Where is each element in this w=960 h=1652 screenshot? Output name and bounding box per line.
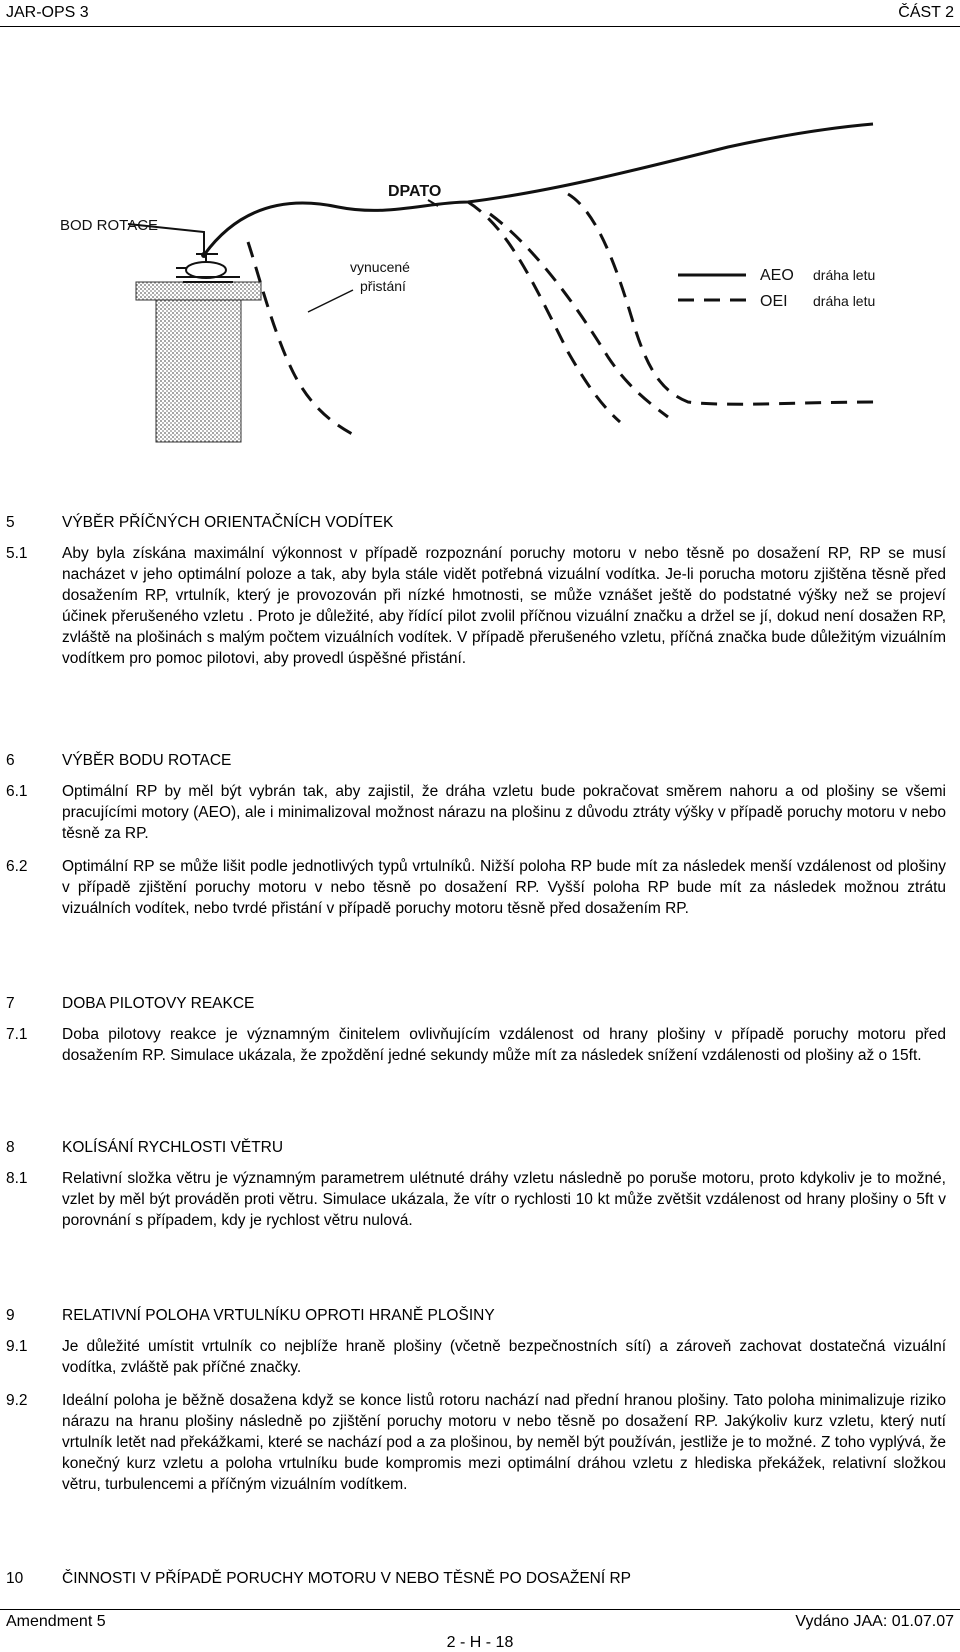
footer-amendment: Amendment 5 xyxy=(6,1613,106,1630)
dpato-label: DPATO xyxy=(388,183,442,200)
paragraph-number: 7.1 xyxy=(6,1026,28,1043)
forced-landing-label-2: přistání xyxy=(360,278,406,294)
paragraph xyxy=(6,856,946,919)
helicopter-icon xyxy=(176,254,240,282)
forced-landing-leader xyxy=(308,290,353,312)
deck-support xyxy=(156,300,241,442)
header-rule xyxy=(0,26,960,27)
paragraph-text: Doba pilotovy reakce je významným činitelem ovlivňujícím vzdálenost od hrany plošiny v případě poruchy motoru před dosažením RP. Simulace ukázala, že zpoždění jedné sekundy může mít za následek snížení vzdálenosti od plošiny až o 15ft. xyxy=(62,1026,946,1064)
section-number: 9 xyxy=(6,1307,15,1324)
deck-top xyxy=(136,282,261,300)
takeoff-diagram xyxy=(8,72,948,482)
aeo-flight-path xyxy=(204,124,873,255)
legend-aeo-label: AEO xyxy=(760,267,794,284)
paragraph xyxy=(6,1168,946,1231)
section-number: 8 xyxy=(6,1139,15,1156)
section-title: RELATIVNÍ POLOHA VRTULNÍKU OPROTI HRANĚ PLOŠINY xyxy=(62,1307,495,1324)
section-title: KOLÍSÁNÍ RYCHLOSTI VĚTRU xyxy=(62,1139,284,1156)
section-6 xyxy=(6,750,946,919)
section-7 xyxy=(6,993,946,1066)
section-heading xyxy=(6,512,946,533)
forced-landing-label-1: vynucené xyxy=(350,259,410,275)
section-5 xyxy=(6,512,946,669)
paragraph xyxy=(6,1336,946,1378)
header-right: ČÁST 2 xyxy=(898,4,954,21)
paragraph-number: 9.1 xyxy=(6,1338,28,1355)
section-title: ČINNOSTI V PŘÍPADĚ PORUCHY MOTORU V NEBO TĚSNĚ PO DOSAŽENÍ RP xyxy=(62,1570,632,1587)
paragraph-number: 6.1 xyxy=(6,783,28,800)
paragraph-text: Optimální RP se může lišit podle jednotlivých typů vrtulníků. Nižší poloha RP bude mít za následek menší vzdálenost od plošiny v případě zjištění poruchy motoru v nebo těsně po dosažení RP. Vyšší poloha RP bude mít za následek možnou ztrátu vizuálních vodítek, nebo tvrdé přistání v případě poruchy motoru těsně před dosažením RP. xyxy=(62,858,946,917)
section-heading xyxy=(6,1137,946,1158)
section-title: DOBA PILOTOVY REAKCE xyxy=(62,995,255,1012)
legend-oei-label: OEI xyxy=(760,293,788,310)
section-heading xyxy=(6,1568,946,1589)
paragraph-number: 6.2 xyxy=(6,858,28,875)
section-9 xyxy=(6,1305,946,1495)
section-10 xyxy=(6,1568,946,1589)
section-number: 6 xyxy=(6,752,15,769)
section-heading xyxy=(6,993,946,1014)
header-left: JAR-OPS 3 xyxy=(6,4,89,21)
legend-aeo-path-label: dráha letu xyxy=(813,267,876,283)
section-number: 7 xyxy=(6,995,15,1012)
aeo-forced-landing-path xyxy=(248,242,358,437)
paragraph-text: Ideální poloha je běžně dosažena když se konce listů rotoru nachází nad přední hranou plošiny. Tato poloha minimalizuje riziko nárazu na hranu plošiny následně po zjištění poruchy motoru v nebo těsně po dosažení RP. Jakýkoliv kurz vzletu, který nutí vrtulník letět nad překážkami, které se nachází pod a za plošinou, by neměl být používán, jestliže je to možné. Z toho vyplývá, že konečný kurz vzletu a poloha vrtulníku bude kompromis mezi optimální dráhou vzletu z hlediska překážek, relativní složkou větru, turbulencemi a příčným vizuálním vodítkem. xyxy=(62,1392,946,1493)
section-number: 10 xyxy=(6,1570,24,1587)
legend-oei-path-label: dráha letu xyxy=(813,293,876,309)
paragraph xyxy=(6,781,946,844)
section-8 xyxy=(6,1137,946,1231)
section-heading xyxy=(6,750,946,771)
paragraph-number: 9.2 xyxy=(6,1392,28,1409)
section-number: 5 xyxy=(6,514,15,531)
oei-flight-path xyxy=(468,202,620,422)
footer-rule xyxy=(0,1609,960,1610)
paragraph-number: 8.1 xyxy=(6,1170,28,1187)
page-number: 2 - H - 18 xyxy=(446,1634,514,1651)
section-title: VÝBĚR PŘÍČNÝCH ORIENTAČNÍCH VODÍTEK xyxy=(62,514,394,531)
footer-issue-date: Vydáno JAA: 01.07.07 xyxy=(795,1613,954,1630)
oei-dpato-path xyxy=(490,214,668,417)
paragraph-text: Optimální RP by měl být vybrán tak, aby zajistil, že dráha vzletu bude pokračovat směrem nahoru a od plošiny se všemi pracujícími motory (AEO), ale i minimalizoval možnost nárazu na plošinu z důvodu ztráty výšky v případě poruchy motoru v nebo těsně za RP. xyxy=(62,783,946,842)
paragraph xyxy=(6,1390,946,1495)
section-heading xyxy=(6,1305,946,1326)
paragraph xyxy=(6,543,946,669)
paragraph-text: Je důležité umístit vrtulník co nejblíže hraně plošiny (včetně bezpečnostních sítí) a zároveň zachovat dostatečná vizuální vodítka, zvláště pak příčné značky. xyxy=(62,1338,946,1376)
paragraph xyxy=(6,1024,946,1066)
paragraph-text: Aby byla získána maximální výkonnost v případě rozpoznání poruchy motoru v nebo těsně po dosažení RP, RP se musí nacházet v jeho optimální poloze a tak, aby byla stále vidět potřebná vizuální vodítka. Je-li porucha motoru zjištěna těsně před dosažením RP, vrtulník, který je provozován při nízké hmotnosti, se může vznášet ještě do podstatné výšky než se projeví účinek přerušeného vzletu . Proto je důležité, aby řídící pilot zvolil příčnou vizuální značku a držel se jí, dokud není dosažen RP, zvláště na plošinách s malým počtem vizuálních vodítek. V případě přerušeného vzletu, příčná značka bude důležitým vizuálním vodítkem pro pomoc pilotovi, aby provedl úspěšné přistání. xyxy=(62,545,946,667)
section-title: VÝBĚR BODU ROTACE xyxy=(62,752,232,769)
rotation-point-label: BOD ROTACE xyxy=(60,217,159,234)
paragraph-text: Relativní složka větru je významným parametrem ulétnuté dráhy vzletu následně po poruše motoru, proto kdykoliv je to možné, vzlet by měl být prováděn proti větru. Simulace ukázala, že vítr o rychlosti 10 kt může zvětšit vzdálenost od hrany plošiny o 5ft v porovnání s případem, kdy je rychlost větru nulová. xyxy=(62,1170,946,1229)
paragraph-number: 5.1 xyxy=(6,545,28,562)
